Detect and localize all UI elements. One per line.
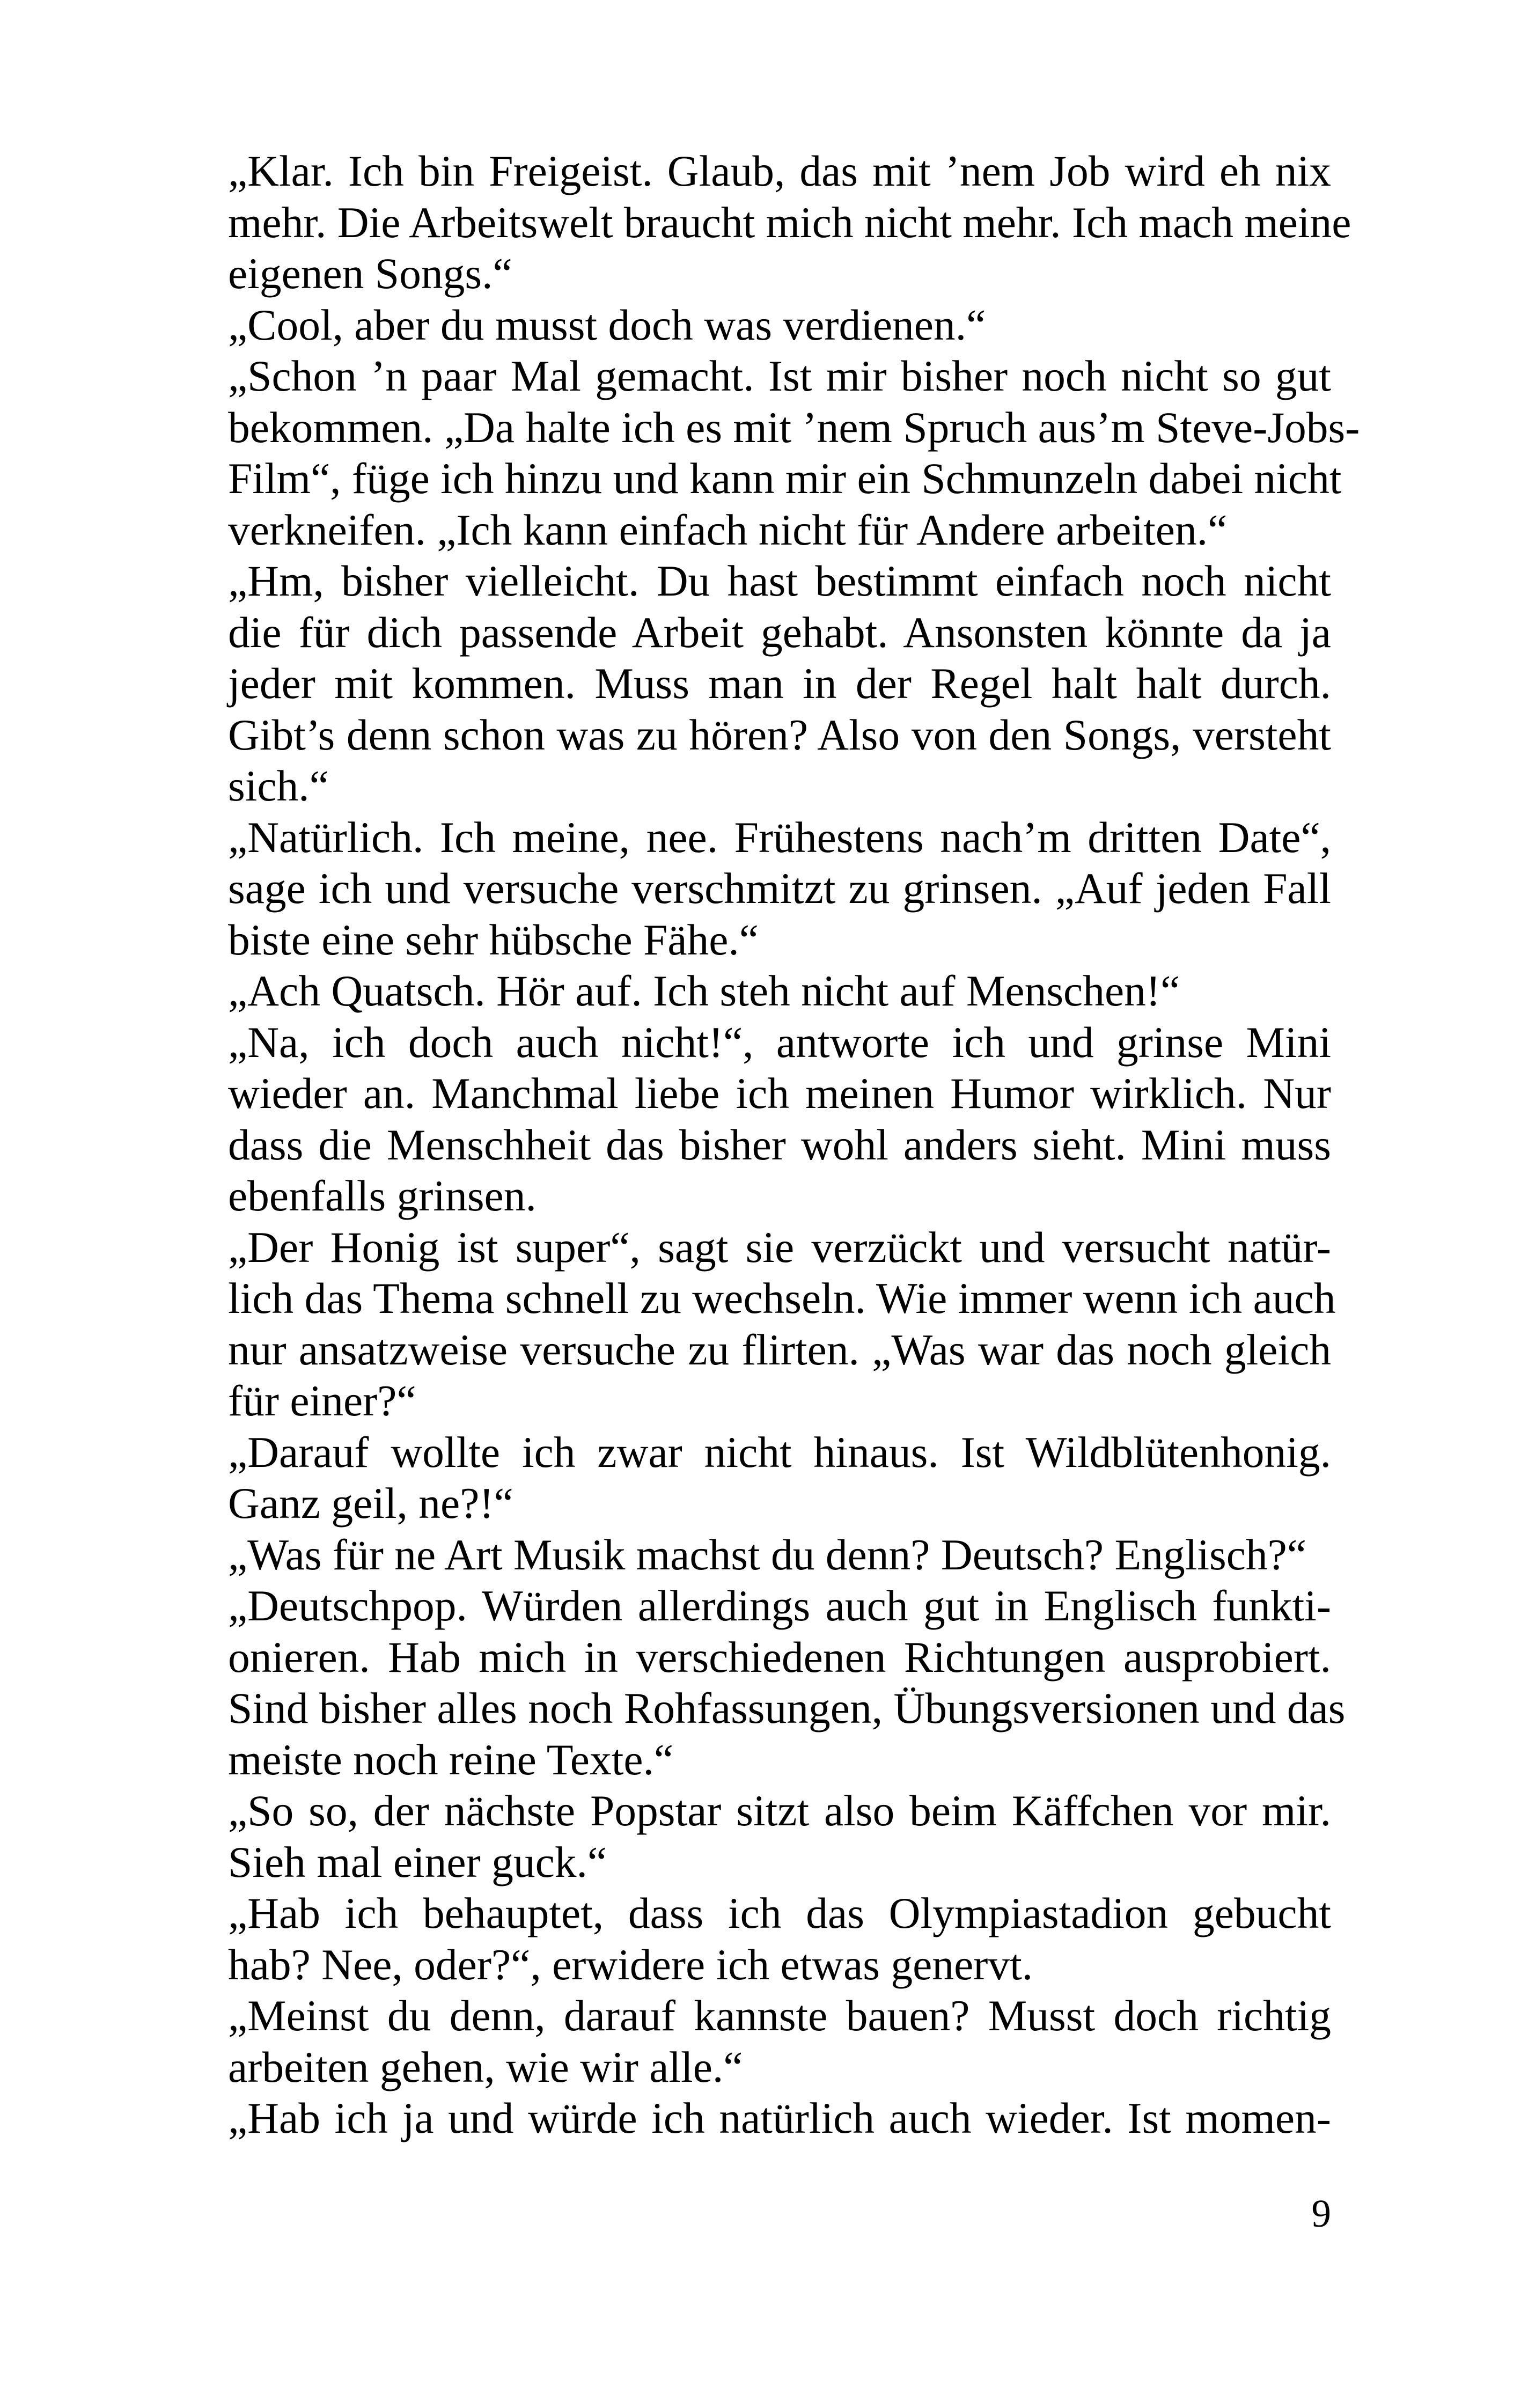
text-line: nur ansatzweise versuche zu flirten. „Was war das noch gleich xyxy=(228,1325,1331,1374)
paragraph xyxy=(178,350,1360,555)
text-line: dass die Menschheit das bisher wohl anders sieht. Mini muss xyxy=(228,1120,1331,1169)
text-line: arbeiten gehen, wie wir alle.“ xyxy=(228,2042,743,2091)
text-line: Sind bisher alles noch Rohfassungen, Übungsversionen und das xyxy=(228,1684,1346,1732)
text-line: „Schon ’n paar Mal gemacht. Ist mir bisher noch nicht so gut xyxy=(228,351,1331,400)
text-line: eigenen Songs.“ xyxy=(228,249,512,298)
text-line: „Na, ich doch auch nicht!“, antworte ich und grinse Mini xyxy=(228,1017,1331,1067)
paragraph xyxy=(178,1529,1331,1581)
text-line: bekommen. „Da halte ich es mit ’nem Spruch aus’m Steve-Jobs- xyxy=(228,402,1360,452)
text-line: die für dich passende Arbeit gehabt. Ansonsten könnte da ja xyxy=(228,607,1331,657)
text-line: „So so, der nächste Popstar sitzt also beim Käffchen vor mir. xyxy=(228,1786,1331,1835)
text-line: biste eine sehr hübsche Fähe.“ xyxy=(228,915,759,964)
text-line: „Was für ne Art Musik machst du denn? Deutsch? Englisch?“ xyxy=(228,1530,1307,1579)
paragraph xyxy=(178,1222,1336,1427)
paragraph xyxy=(178,145,1351,299)
paragraph xyxy=(178,1785,1331,1888)
text-line: onieren. Hab mich in verschiedenen Richtungen ausprobiert. xyxy=(228,1632,1331,1682)
paragraph xyxy=(178,2093,1331,2144)
page-number: 9 xyxy=(1311,2192,1331,2235)
text-line: „Darauf wollte ich zwar nicht hinaus. Ist Wildblütenhonig. xyxy=(228,1427,1331,1477)
text-line: „Natürlich. Ich meine, nee. Frühestens nach’m dritten Date“, xyxy=(228,812,1331,862)
text-line: „Ach Quatsch. Hör auf. Ich steh nicht auf Menschen!“ xyxy=(228,966,1180,1015)
text-line: für einer?“ xyxy=(228,1376,416,1425)
text-line: sich.“ xyxy=(228,761,329,810)
text-line: Sieh mal einer guck.“ xyxy=(228,1837,607,1886)
text-line: verkneifen. „Ich kann einfach nicht für Andere arbeiten.“ xyxy=(228,505,1228,554)
text-line: „Cool, aber du musst doch was verdienen.“ xyxy=(228,300,986,349)
text-line: Film“, füge ich hinzu und kann mir ein Schmunzeln dabei nicht xyxy=(228,454,1342,503)
paragraph xyxy=(178,1580,1346,1785)
paragraph xyxy=(178,1990,1331,2093)
text-line: „Meinst du denn, darauf kannste bauen? Musst doch richtig xyxy=(228,1991,1331,2040)
text-line: jeder mit kommen. Muss man in der Regel halt halt durch. xyxy=(228,659,1331,708)
text-line: „Der Honig ist super“, sagt sie verzückt und versucht natür- xyxy=(228,1222,1331,1272)
text-line: „Klar. Ich bin Freigeist. Glaub, das mit ’nem Job wird eh nix xyxy=(228,146,1331,195)
text-line: wieder an. Manchmal liebe ich meinen Humor wirklich. Nur xyxy=(228,1069,1331,1118)
text-line: mehr. Die Arbeitswelt braucht mich nicht mehr. Ich mach meine xyxy=(228,197,1351,247)
paragraph xyxy=(178,1427,1331,1529)
text-line: hab? Nee, oder?“, erwidere ich etwas genervt. xyxy=(228,1940,1033,1989)
text-line: sage ich und versuche verschmitzt zu grinsen. „Auf jeden Fall xyxy=(228,864,1331,913)
paragraph xyxy=(178,555,1331,812)
body-text xyxy=(178,145,1360,2144)
text-line: ebenfalls grinsen. xyxy=(228,1171,537,1220)
text-line: „Deutschpop. Würden allerdings auch gut in Englisch funkti- xyxy=(228,1581,1331,1630)
text-line: meiste noch reine Texte.“ xyxy=(228,1735,674,1784)
paragraph xyxy=(178,1888,1331,1990)
paragraph xyxy=(178,299,1331,351)
text-line: Gibt’s denn schon was zu hören? Also von den Songs, versteht xyxy=(228,710,1331,759)
paragraph xyxy=(178,965,1331,1017)
text-line: „Hab ich ja und würde ich natürlich auch wieder. Ist momen- xyxy=(228,2094,1331,2142)
text-line: Ganz geil, ne?!“ xyxy=(228,1479,513,1528)
paragraph xyxy=(178,812,1331,966)
text-line: „Hm, bisher vielleicht. Du hast bestimmt einfach noch nicht xyxy=(228,556,1331,605)
paragraph xyxy=(178,1017,1331,1222)
text-line: „Hab ich behauptet, dass ich das Olympiastadion gebucht xyxy=(228,1889,1331,1937)
text-line: lich das Thema schnell zu wechseln. Wie immer wenn ich auch xyxy=(228,1274,1336,1323)
